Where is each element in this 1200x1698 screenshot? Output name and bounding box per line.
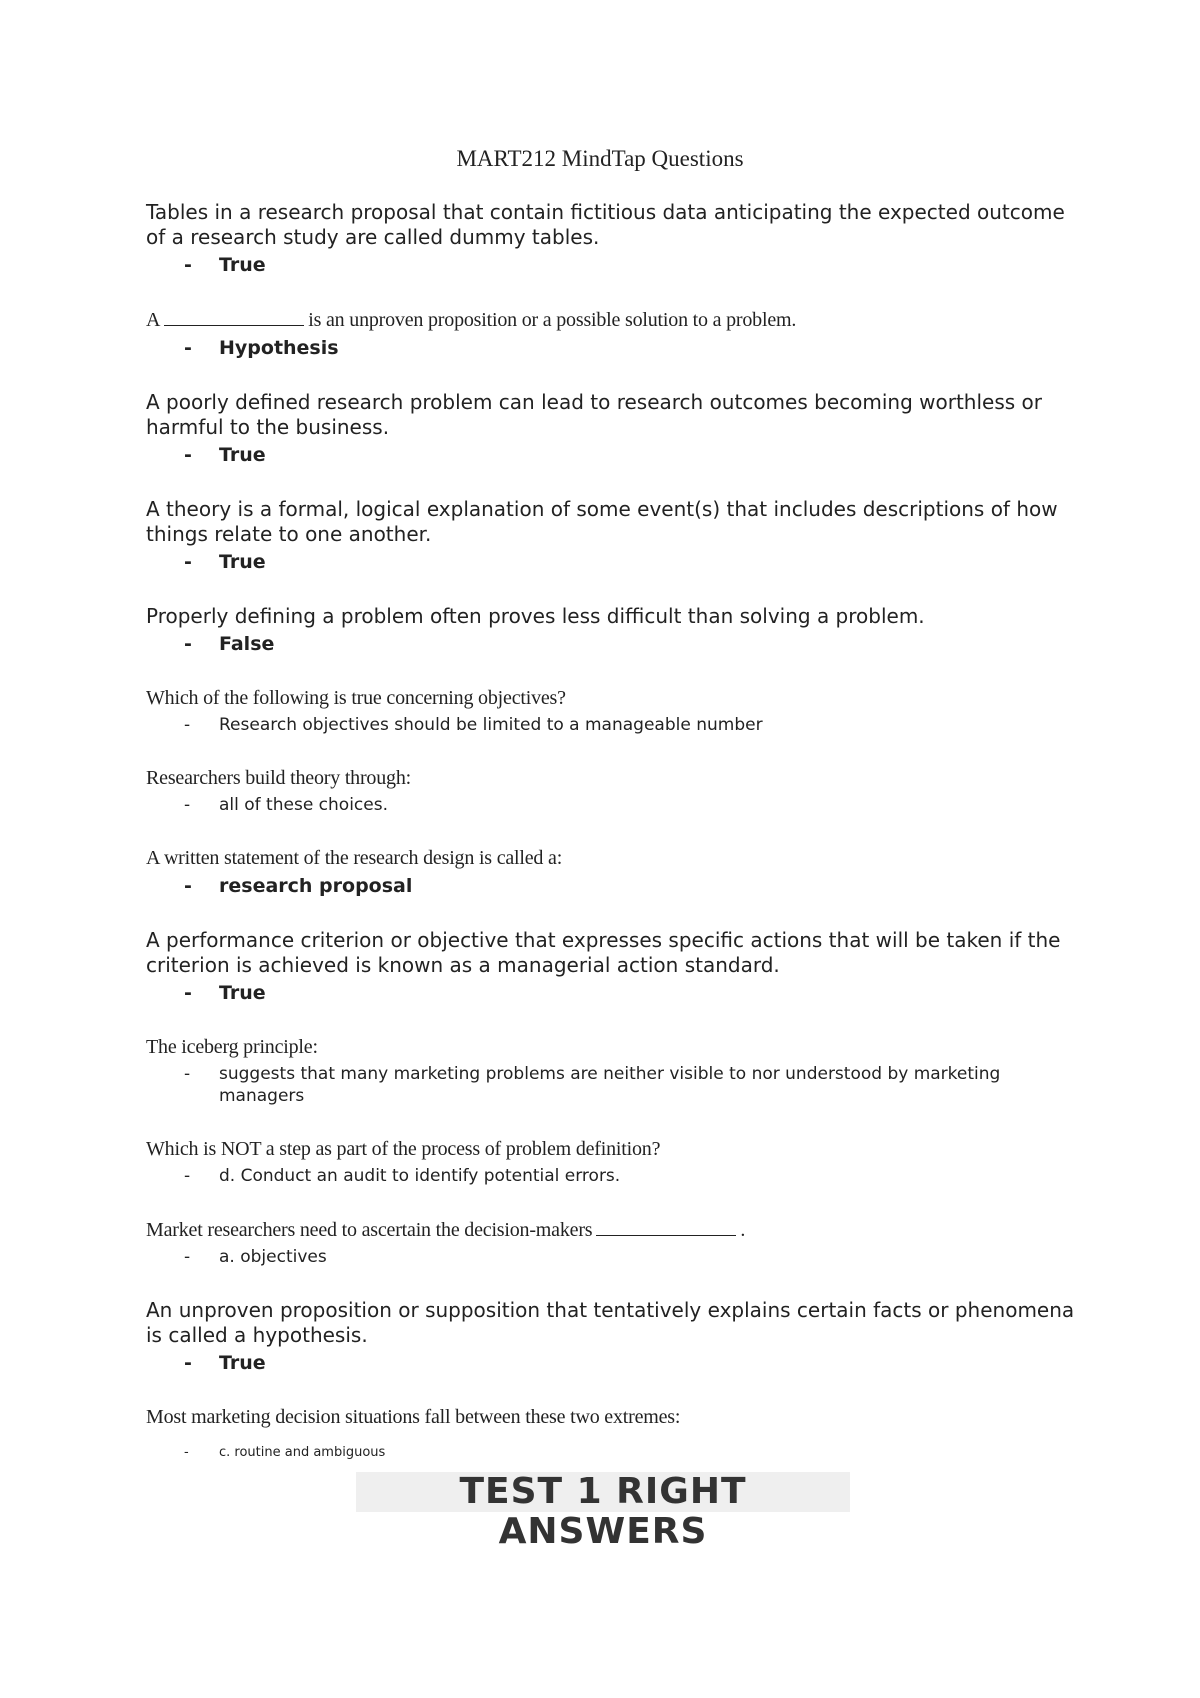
question-item — [146, 928, 1076, 1005]
answer — [146, 443, 1076, 467]
answer-dash: - — [184, 1247, 191, 1267]
question-text: A performance criterion or objective that expresses specific actions that will be taken if the criterion is achieved is known as a managerial action standard. — [146, 928, 1061, 977]
answer-text: True — [219, 1352, 266, 1374]
test-banner: TEST 1 RIGHT ANSWERS — [356, 1472, 850, 1512]
question-item — [146, 1035, 1076, 1107]
question-text-end: is an unproven proposition or a possible solution to a problem. — [308, 309, 797, 331]
question-text: The iceberg principle: — [146, 1036, 318, 1058]
question-item — [146, 307, 1076, 360]
answer-dash: - — [184, 337, 192, 359]
question-item — [146, 1405, 1076, 1462]
answer-dash: - — [184, 982, 192, 1004]
answer-dash: - — [184, 1166, 191, 1186]
question-text: Which of the following is true concerning objectives? — [146, 687, 566, 709]
document-title: MART212 MindTap Questions — [456, 146, 744, 171]
answer — [146, 981, 1076, 1005]
answer — [146, 714, 1076, 736]
answer — [146, 874, 1076, 898]
question-item — [146, 390, 1076, 467]
answer-text: Hypothesis — [219, 337, 339, 359]
answer-dash: - — [184, 875, 192, 897]
answer-dash: - — [184, 254, 192, 276]
question-text: Researchers build theory through: — [146, 767, 411, 789]
answer — [146, 1063, 1076, 1107]
answer — [146, 794, 1076, 816]
question-item — [146, 604, 1076, 656]
answer — [146, 1351, 1076, 1375]
answer-text: False — [219, 633, 275, 655]
question-text: Most marketing decision situations fall between these two extremes: — [146, 1406, 681, 1428]
answer — [146, 1246, 1076, 1268]
question-text: A written statement of the research design is called a: — [146, 847, 563, 869]
question-text: Which is NOT a step as part of the process of problem definition? — [146, 1138, 661, 1160]
answer-dash: - — [184, 1445, 189, 1460]
question-text: A theory is a formal, logical explanation of some event(s) that includes descriptions of how things relate to one another. — [146, 497, 1058, 546]
answer-text: d. Conduct an audit to identify potential errors. — [219, 1166, 621, 1186]
fill-in-blank — [596, 1217, 736, 1236]
question-text: A poorly defined research problem can lead to research outcomes becoming worthless or harmful to the business. — [146, 390, 1042, 439]
answer-dash: - — [184, 715, 191, 735]
question-text-end: . — [740, 1219, 746, 1241]
question-text-start: A — [146, 309, 161, 331]
answer-dash: - — [184, 633, 192, 655]
question-item — [146, 200, 1076, 277]
question-item — [146, 497, 1076, 574]
answer-text: True — [219, 444, 266, 466]
question-text — [146, 1217, 1076, 1243]
question-text: Properly defining a problem often proves less difficult than solving a problem. — [146, 604, 925, 628]
question-list — [146, 200, 1076, 1492]
question-text: Tables in a research proposal that contain fictitious data anticipating the expected outcome of a research study are called dummy tables. — [146, 200, 1065, 249]
question-item — [146, 1217, 1076, 1268]
answer — [146, 550, 1076, 574]
question-item — [146, 766, 1076, 816]
answer-text: c. routine and ambiguous — [219, 1445, 386, 1460]
answer-dash: - — [184, 1352, 192, 1374]
answer — [146, 632, 1076, 656]
answer — [146, 1444, 1076, 1462]
question-text — [146, 307, 1076, 333]
answer — [146, 253, 1076, 277]
question-text: An unproven proposition or supposition that tentatively explains certain facts or phenomena is called a hypothesis. — [146, 1298, 1075, 1347]
answer-text: research proposal — [219, 875, 413, 897]
answer — [146, 336, 1076, 360]
question-item — [146, 1137, 1076, 1187]
answer-dash: - — [184, 551, 192, 573]
answer — [146, 1165, 1076, 1187]
answer-text: all of these choices. — [219, 795, 388, 815]
answer-text: True — [219, 551, 266, 573]
question-item — [146, 1298, 1076, 1375]
answer-text: True — [219, 254, 266, 276]
answer-text: a. objectives — [219, 1247, 327, 1267]
question-item — [146, 686, 1076, 736]
answer-text: suggests that many marketing problems are neither visible to nor understood by marketing managers — [219, 1064, 1001, 1106]
answer-text: True — [219, 982, 266, 1004]
answer-dash: - — [184, 444, 192, 466]
answer-dash: - — [184, 795, 191, 815]
question-item — [146, 846, 1076, 898]
answer-text: Research objectives should be limited to a manageable number — [219, 715, 763, 735]
fill-in-blank — [164, 307, 304, 326]
answer-dash: - — [184, 1064, 191, 1084]
question-text-start: Market researchers need to ascertain the decision-makers — [146, 1219, 593, 1241]
